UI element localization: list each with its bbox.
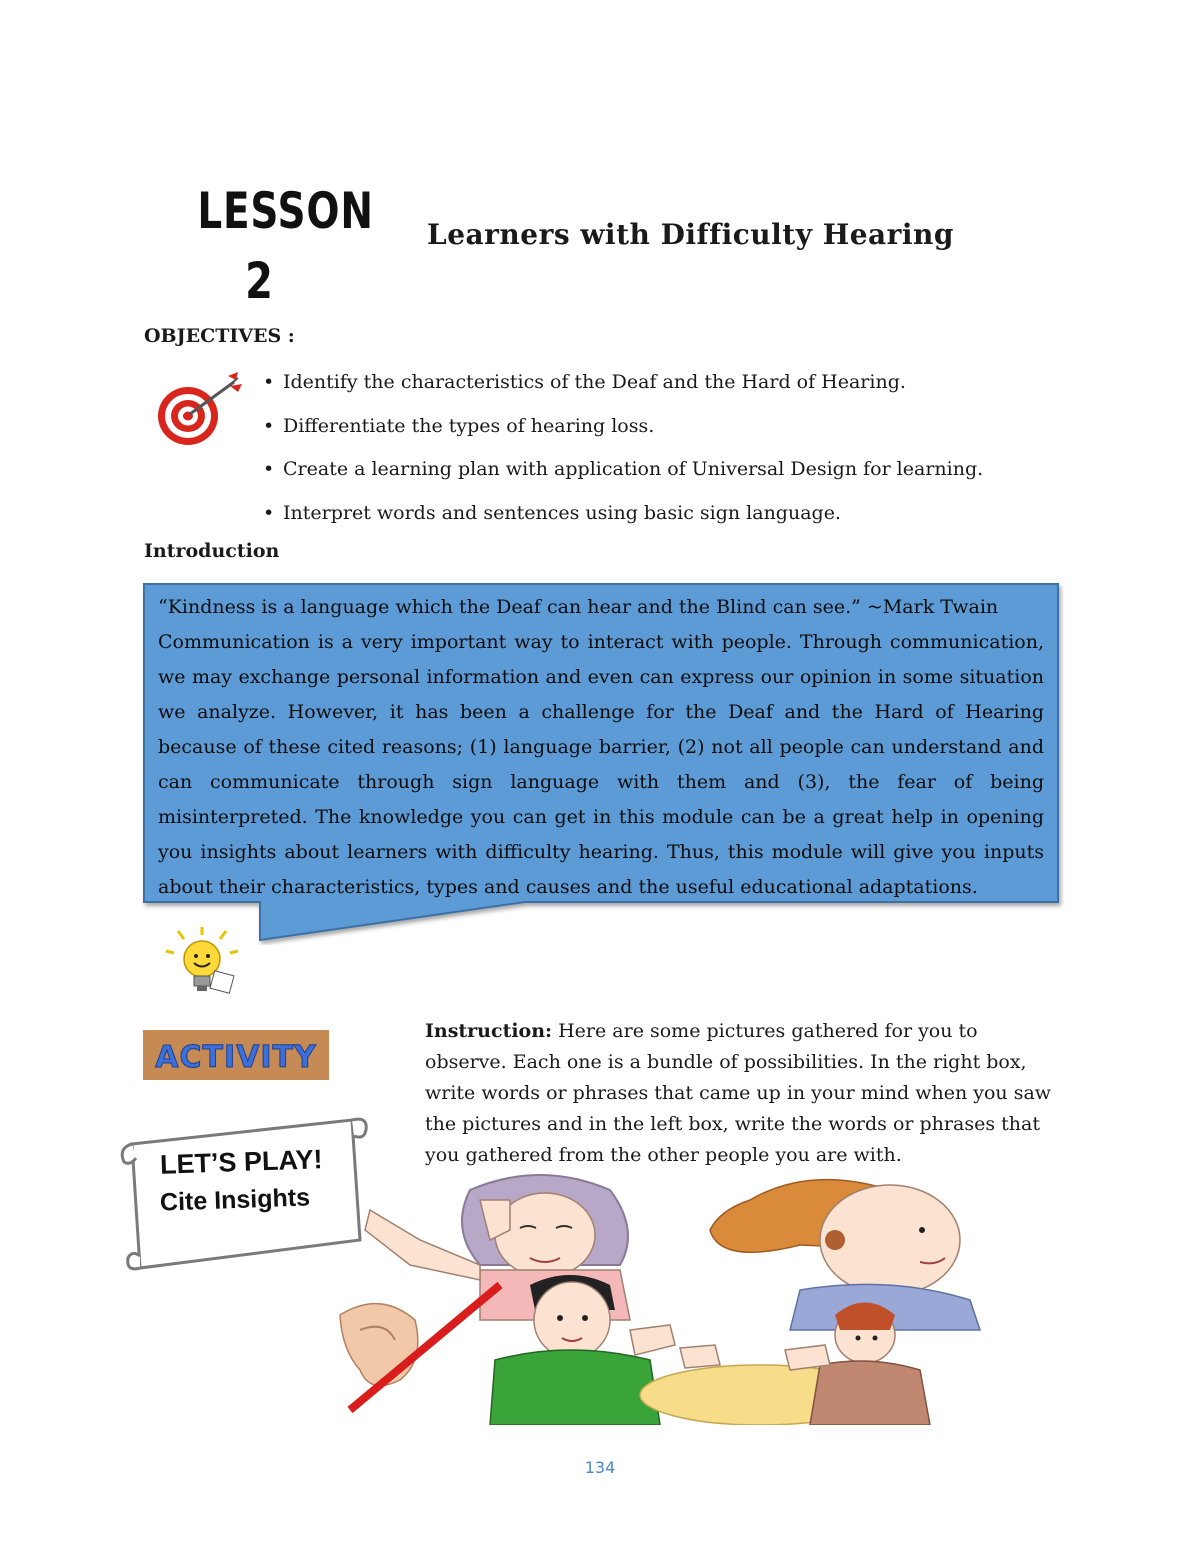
introduction-heading: Introduction	[144, 540, 280, 562]
bullet: •	[263, 371, 275, 393]
lightbulb-icon	[160, 925, 240, 1000]
introduction-quote: “Kindness is a language which the Deaf can hear and the Blind can see.” ~Mark Twain	[158, 596, 999, 618]
instruction-label: Instruction:	[425, 1020, 553, 1042]
activity-badge-label: ACTIVITY	[155, 1040, 317, 1075]
crossed-ear-figure	[340, 1285, 500, 1410]
lesson-number: 2	[245, 252, 273, 310]
list-item	[263, 499, 983, 543]
list-item	[263, 412, 983, 456]
sign-language-illustration	[330, 1170, 1010, 1425]
page-number: 134	[584, 1458, 616, 1477]
table-and-girl-figure	[640, 1303, 930, 1426]
introduction-text	[158, 590, 1044, 905]
page-title: Learners with Difficulty Hearing	[427, 218, 954, 251]
instruction-text: Here are some pictures gathered for you to observe. Each one is a bundle of possibilities. In the right box, write words or phrases that came up in your mind when you saw the pictures and in the left box, write the words or phrases that you gathered from the other people you are with.	[425, 1020, 1052, 1166]
scroll-title: LET’S PLAY!	[159, 1144, 323, 1180]
introduction-body: Communication is a very important way to interact with people. Through communication, we may exchange personal information and even can express our opinion in some situation we analyze. However, it has been a challenge for the Deaf and the Hard of Hearing because of these cited reasons; (1) language barrier, (2) not all people can understand and can communicate through sign language with them and (3), the fear of being misinterpreted. The knowledge you can get in this module can be a great help in opening you insights about learners with difficulty hearing. Thus, this module will give you inputs about their characteristics, types and causes and the useful educational adaptations.	[158, 631, 1044, 898]
bullet: •	[263, 458, 275, 480]
objective-text: Differentiate the types of hearing loss.	[283, 414, 655, 437]
target-icon	[150, 368, 245, 448]
objective-text: Identify the characteristics of the Deaf and the Hard of Hearing.	[283, 371, 906, 393]
list-item	[263, 455, 983, 499]
objectives-list	[263, 368, 983, 542]
lesson-label: LESSON	[197, 182, 374, 240]
woman-hearing-aid-figure	[710, 1180, 980, 1330]
scroll-subtitle: Cite Insights	[159, 1183, 311, 1217]
activity-instruction	[425, 1016, 1065, 1171]
objectives-heading: OBJECTIVES :	[144, 325, 295, 347]
bullet: •	[263, 501, 275, 524]
list-item	[263, 368, 983, 412]
objective-text: Interpret words and sentences using basic sign language.	[283, 501, 841, 524]
objective-text: Create a learning plan with application of Universal Design for learning.	[283, 458, 984, 480]
activity-badge	[143, 1030, 329, 1080]
bullet: •	[263, 414, 275, 437]
